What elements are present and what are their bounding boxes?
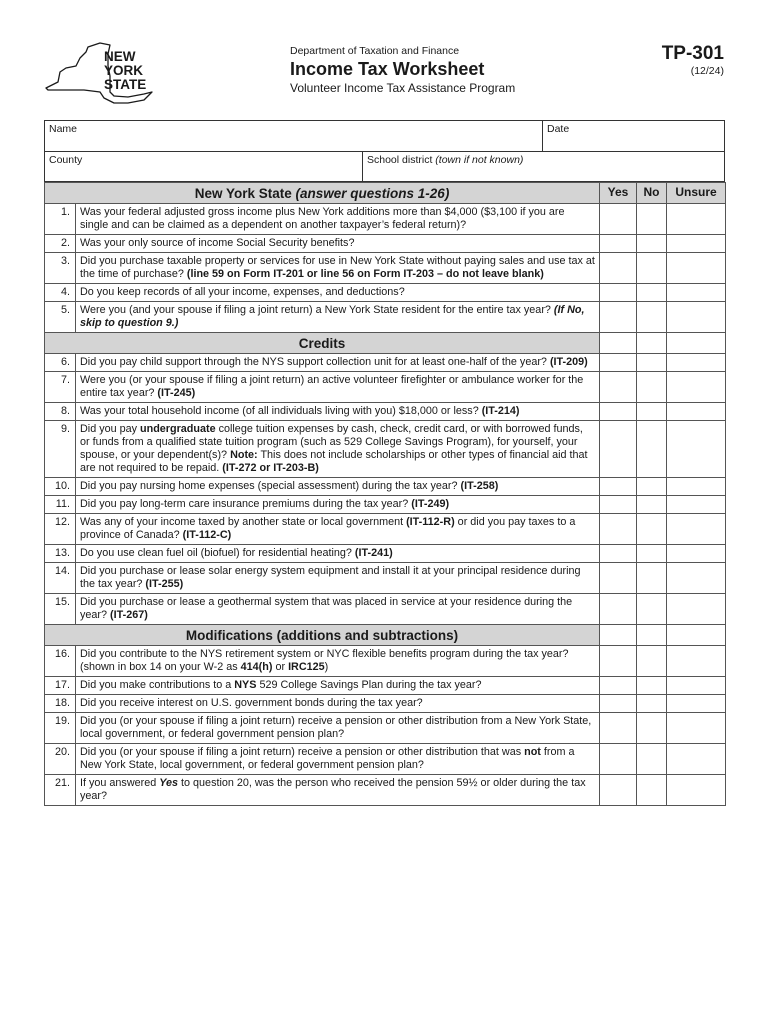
answer-unsure-checkbox[interactable]: [667, 695, 726, 713]
question-text-part: Was your federal adjusted gross income plus New York additions more than $4,000 ($3,100 if you are single and can be claimed as a dependent on another taxpayer’s federal return)?: [80, 206, 565, 231]
question-text-part: Were you (and your spouse if filing a joint return) a New York State resident for the entire tax year?: [80, 304, 554, 316]
question-text: [76, 302, 600, 333]
column-header-unsure: Unsure: [667, 183, 726, 204]
question-text: [76, 403, 600, 421]
question-row: [45, 478, 726, 496]
answer-no-checkbox[interactable]: [637, 677, 667, 695]
answer-yes-checkbox[interactable]: [600, 744, 637, 775]
answer-unsure-checkbox[interactable]: [667, 563, 726, 594]
question-text-bold: 414(h): [240, 661, 273, 673]
question-text-bold-italic: (If No, skip to question 9.): [80, 304, 585, 329]
question-text: [76, 354, 600, 372]
section-title-main: New York State: [194, 186, 292, 201]
question-text-bold: (IT-249): [411, 498, 450, 510]
question-text-bold: IRC125: [288, 661, 325, 673]
section-title: [45, 183, 600, 204]
question-text-bold: (IT-241): [354, 547, 393, 559]
department-name: Department of Taxation and Finance: [290, 45, 460, 57]
section-header-row: [45, 625, 726, 646]
question-row: [45, 775, 726, 806]
column-header-blank: [667, 333, 726, 354]
question-text-part: Did you pay child support through the NYS support collection unit for at least one-half of the year?: [80, 356, 550, 368]
answer-yes-checkbox[interactable]: [600, 478, 637, 496]
county-field[interactable]: [45, 152, 362, 182]
question-row: [45, 372, 726, 403]
answer-no-checkbox[interactable]: [637, 695, 667, 713]
question-text-bold: NYS: [234, 679, 257, 691]
question-row: [45, 646, 726, 677]
section-title-note: (answer questions 1-26): [295, 186, 450, 201]
answer-yes-checkbox[interactable]: [600, 677, 637, 695]
question-row: [45, 253, 726, 284]
section-title-main: Modifications (additions and subtractions): [185, 628, 459, 643]
question-text-bold: (IT-267): [110, 609, 148, 621]
name-label: Name: [49, 123, 78, 135]
question-number: 13.: [45, 545, 76, 563]
answer-unsure-checkbox[interactable]: [667, 372, 726, 403]
question-row: [45, 514, 726, 545]
question-text: [76, 284, 600, 302]
name-field[interactable]: [45, 121, 542, 151]
question-text-part: Did you pay: [80, 423, 141, 435]
column-header-yes: Yes: [600, 183, 637, 204]
question-text-part: Did you contribute to the NYS retirement system or NYC flexible benefits program during the tax year? (shown in box 14 on your W-2 as: [80, 648, 569, 673]
question-text-bold: (IT-209): [549, 356, 588, 368]
question-number: 9.: [45, 421, 76, 478]
question-row: [45, 563, 726, 594]
question-text: [76, 713, 600, 744]
question-number: 10.: [45, 478, 76, 496]
answer-unsure-checkbox[interactable]: [667, 713, 726, 744]
school-district-field[interactable]: [363, 152, 725, 182]
question-row: [45, 695, 726, 713]
question-text-part: Was any of your income taxed by another state or local government: [80, 516, 407, 528]
column-header-blank: [600, 625, 637, 646]
nys-logo: [44, 42, 154, 104]
question-text-part: Did you (or your spouse if filing a joint return) receive a pension or other distribution from a New York State, local government, or federal government pension plan?: [80, 715, 592, 740]
answer-no-checkbox[interactable]: [637, 253, 667, 284]
answer-unsure-checkbox[interactable]: [667, 677, 726, 695]
question-row: [45, 284, 726, 302]
question-text-part: Did you make contributions to a: [80, 679, 235, 691]
question-text: [76, 421, 600, 478]
question-text: [76, 235, 600, 253]
answer-yes-checkbox[interactable]: [600, 594, 637, 625]
question-number: 1.: [45, 204, 76, 235]
answer-no-checkbox[interactable]: [637, 284, 667, 302]
question-number: 17.: [45, 677, 76, 695]
school-district-label: School district: [367, 154, 433, 166]
answer-unsure-checkbox[interactable]: [667, 545, 726, 563]
answer-no-checkbox[interactable]: [637, 713, 667, 744]
question-text-part: Was your only source of income Social Security benefits?: [80, 237, 355, 249]
section-header-row: [45, 333, 726, 354]
question-number: 16.: [45, 646, 76, 677]
answer-no-checkbox[interactable]: [637, 646, 667, 677]
question-number: 2.: [45, 235, 76, 253]
logo-line-1: NEW: [104, 49, 136, 64]
question-number: 19.: [45, 713, 76, 744]
answer-unsure-checkbox[interactable]: [667, 514, 726, 545]
section-title-main: Credits: [298, 336, 346, 351]
question-row: [45, 302, 726, 333]
question-text-part: Do you keep records of all your income, expenses, and deductions?: [80, 286, 405, 298]
date-field[interactable]: [543, 121, 725, 151]
answer-yes-checkbox[interactable]: [600, 421, 637, 478]
answer-unsure-checkbox[interactable]: [667, 235, 726, 253]
question-row: [45, 421, 726, 478]
answer-unsure-checkbox[interactable]: [667, 204, 726, 235]
question-number: 7.: [45, 372, 76, 403]
answer-unsure-checkbox[interactable]: [667, 403, 726, 421]
question-text-part: Do you use clean fuel oil (biofuel) for residential heating?: [80, 547, 355, 559]
question-text: [76, 744, 600, 775]
answer-no-checkbox[interactable]: [637, 594, 667, 625]
answer-unsure-checkbox[interactable]: [667, 496, 726, 514]
question-text-bold: Note:: [230, 449, 258, 461]
answer-no-checkbox[interactable]: [637, 514, 667, 545]
answer-yes-checkbox[interactable]: [600, 284, 637, 302]
question-row: [45, 677, 726, 695]
question-text-part: 529 College Savings Plan during the tax year?: [256, 679, 482, 691]
question-text: [76, 545, 600, 563]
question-row: [45, 713, 726, 744]
answer-no-checkbox[interactable]: [637, 496, 667, 514]
column-header-blank: [667, 625, 726, 646]
question-text-part: Did you purchase or lease a geothermal system that was placed in service at your residence during the year?: [80, 596, 573, 621]
question-number: 11.: [45, 496, 76, 514]
answer-no-checkbox[interactable]: [637, 478, 667, 496]
question-text-part: Did you pay long-term care insurance premiums during the tax year?: [80, 498, 412, 510]
question-text-part: college tuition expenses by cash, check, credit card, or with borrowed funds, or funds from a qualified state tuition program (such as 529 College Savings Program), for yourself, your spouse, or your dependent(s)?: [80, 423, 583, 461]
question-number: 14.: [45, 563, 76, 594]
school-district-note: (town if not known): [435, 154, 524, 166]
answer-unsure-checkbox[interactable]: [667, 744, 726, 775]
question-number: 18.: [45, 695, 76, 713]
taxpayer-info-box: [44, 120, 725, 182]
question-text: [76, 646, 600, 677]
question-text: [76, 204, 600, 235]
answer-no-checkbox[interactable]: [637, 354, 667, 372]
section-title: [45, 333, 600, 354]
question-text-bold: (IT-255): [145, 578, 184, 590]
answer-no-checkbox[interactable]: [637, 403, 667, 421]
question-row: [45, 235, 726, 253]
question-text: [76, 253, 600, 284]
question-row: [45, 403, 726, 421]
answer-no-checkbox[interactable]: [637, 421, 667, 478]
question-text-part: Did you purchase taxable property or services for use in New York State without paying sales and use tax at the time of purchase?: [80, 255, 595, 280]
answer-unsure-checkbox[interactable]: [667, 775, 726, 806]
question-number: 12.: [45, 514, 76, 545]
question-text-part: or did you pay taxes to a province of Canada?: [80, 516, 576, 541]
question-row: [45, 204, 726, 235]
question-text: [76, 775, 600, 806]
question-text: [76, 478, 600, 496]
answer-yes-checkbox[interactable]: [600, 775, 637, 806]
question-text-bold: undergraduate: [140, 423, 216, 435]
question-text-bold: (line 59 on Form IT-201 or line 56 on Form IT-203 – do not leave blank): [186, 268, 544, 280]
section-title: [45, 625, 600, 646]
question-text-bold: (IT-258): [460, 480, 499, 492]
question-text-part: Did you purchase or lease solar energy system equipment and install it at your principal residence during the tax year?: [80, 565, 581, 590]
question-text: [76, 563, 600, 594]
answer-yes-checkbox[interactable]: [600, 545, 637, 563]
question-text-part: to question 20, was the person who received the pension 59½ or older during the tax year?: [80, 777, 586, 802]
question-text-part: Was your total household income (of all individuals living with you) $18,000 or less?: [80, 405, 482, 417]
answer-no-checkbox[interactable]: [637, 744, 667, 775]
question-text-part: This does not include scholarships or other types of financial aid that are not required to be repaid.: [80, 449, 588, 474]
question-number: 4.: [45, 284, 76, 302]
answer-yes-checkbox[interactable]: [600, 403, 637, 421]
answer-yes-checkbox[interactable]: [600, 514, 637, 545]
answer-no-checkbox[interactable]: [637, 372, 667, 403]
question-row: [45, 354, 726, 372]
logo-line-3: STATE: [104, 77, 147, 92]
answer-unsure-checkbox[interactable]: [667, 478, 726, 496]
column-header-blank: [637, 625, 667, 646]
question-number: 21.: [45, 775, 76, 806]
answer-no-checkbox[interactable]: [637, 235, 667, 253]
question-text-part: ): [324, 661, 329, 673]
answer-no-checkbox[interactable]: [637, 775, 667, 806]
answer-unsure-checkbox[interactable]: [667, 253, 726, 284]
answer-yes-checkbox[interactable]: [600, 372, 637, 403]
form-title: Income Tax Worksheet: [290, 59, 485, 79]
answer-yes-checkbox[interactable]: [600, 253, 637, 284]
question-text-part: from a New York State, local government, or federal government pension plan?: [80, 746, 575, 771]
column-header-blank: [637, 333, 667, 354]
question-text-bold-italic: Yes: [159, 777, 179, 789]
question-text-bold: (IT-112-C): [182, 529, 232, 541]
answer-unsure-checkbox[interactable]: [667, 594, 726, 625]
question-number: 3.: [45, 253, 76, 284]
date-label: Date: [547, 123, 570, 135]
question-row: [45, 545, 726, 563]
question-text: [76, 695, 600, 713]
answer-unsure-checkbox[interactable]: [667, 354, 726, 372]
question-row: [45, 744, 726, 775]
answer-yes-checkbox[interactable]: [600, 646, 637, 677]
program-name: Volunteer Income Tax Assistance Program: [290, 81, 516, 95]
question-number: 20.: [45, 744, 76, 775]
answer-unsure-checkbox[interactable]: [667, 646, 726, 677]
answer-unsure-checkbox[interactable]: [667, 284, 726, 302]
answer-yes-checkbox[interactable]: [600, 302, 637, 333]
question-row: [45, 594, 726, 625]
question-row: [45, 496, 726, 514]
answer-no-checkbox[interactable]: [637, 563, 667, 594]
logo-line-2: YORK: [104, 63, 144, 78]
answer-unsure-checkbox[interactable]: [667, 302, 726, 333]
question-text-part: Did you (or your spouse if filing a joint return) receive a pension or other distribution that was: [80, 746, 525, 758]
question-text-part: If you answered: [80, 777, 160, 789]
question-number: 8.: [45, 403, 76, 421]
questions-table-body: [45, 183, 726, 806]
question-text-part: Did you receive interest on U.S. government bonds during the tax year?: [80, 697, 423, 709]
answer-no-checkbox[interactable]: [637, 204, 667, 235]
answer-yes-checkbox[interactable]: [600, 563, 637, 594]
answer-no-checkbox[interactable]: [637, 545, 667, 563]
form-revision: (12/24): [690, 65, 724, 77]
answer-yes-checkbox[interactable]: [600, 496, 637, 514]
form-number: TP-301: [661, 43, 724, 64]
question-text-bold: (IT-245): [157, 387, 196, 399]
column-header-no: No: [637, 183, 667, 204]
column-header-blank: [600, 333, 637, 354]
question-text-bold: (IT-272 or IT-203-B): [222, 462, 319, 474]
questions-table: [44, 182, 726, 806]
question-text: [76, 677, 600, 695]
answer-yes-checkbox[interactable]: [600, 695, 637, 713]
question-number: 15.: [45, 594, 76, 625]
question-text-part: Were you (or your spouse if filing a joint return) an active volunteer firefighter or ambulance worker for the entire tax year?: [80, 374, 584, 399]
county-label: County: [49, 154, 83, 166]
answer-yes-checkbox[interactable]: [600, 204, 637, 235]
question-text: [76, 594, 600, 625]
question-text-part: Did you pay nursing home expenses (special assessment) during the tax year?: [80, 480, 461, 492]
question-text-bold: not: [524, 746, 541, 758]
question-text-bold: (IT-112-R): [406, 516, 455, 528]
answer-yes-checkbox[interactable]: [600, 713, 637, 744]
question-number: 5.: [45, 302, 76, 333]
answer-yes-checkbox[interactable]: [600, 354, 637, 372]
question-text-bold: (IT-214): [481, 405, 520, 417]
question-text-part: or: [272, 661, 289, 673]
section-header-row: [45, 183, 726, 204]
answer-yes-checkbox[interactable]: [600, 235, 637, 253]
question-text: [76, 496, 600, 514]
question-text: [76, 514, 600, 545]
question-text: [76, 372, 600, 403]
answer-no-checkbox[interactable]: [637, 302, 667, 333]
question-number: 6.: [45, 354, 76, 372]
answer-unsure-checkbox[interactable]: [667, 421, 726, 478]
